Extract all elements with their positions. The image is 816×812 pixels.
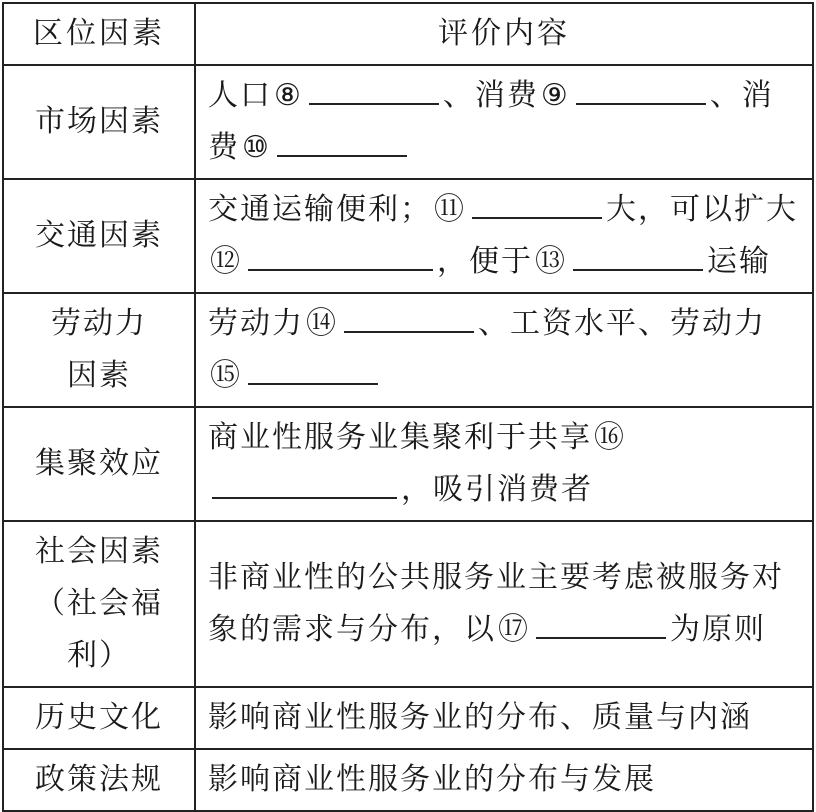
text-segment: 运输 [707,244,771,279]
content-policy [195,749,813,811]
blank-number-17: ⑰ [498,612,530,647]
factor-social [3,521,195,687]
header-factor: 区位因素 [3,3,195,65]
answer-blank-11[interactable] [472,187,602,219]
factor-agglomeration: 集聚效应 [3,407,195,521]
factor-social-line1: 社会因素 [35,534,163,569]
table-header-row [3,3,813,65]
text-segment: ，吸引消费者 [401,472,593,507]
factor-policy: 政策法规 [3,749,195,811]
content-social [195,521,813,687]
text-segment: 影响商业性服务业的分布、质量与内涵 [208,700,752,735]
text-segment: 商业性服务业集聚利于共享 [208,420,592,455]
answer-blank-17[interactable] [536,607,666,639]
text-segment: 交通运输便利； [208,192,432,227]
factor-transport: 交通因素 [3,179,195,293]
table-row-policy [3,749,813,811]
answer-blank-14[interactable] [344,301,474,333]
text-segment: 人口 [208,78,272,113]
blank-number-11: ⑪ [434,192,466,227]
blank-number-8: ⑧ [274,78,303,113]
content-agglomeration [195,407,813,521]
answer-blank-12[interactable] [248,239,433,271]
text-segment: 大，可以扩大 [606,192,798,227]
answer-blank-16[interactable] [212,467,397,499]
header-evaluation: 评价内容 [195,3,813,65]
factor-history: 历史文化 [3,687,195,749]
location-factors-table [2,2,814,812]
answer-blank-9[interactable] [576,73,706,105]
answer-blank-13[interactable] [573,239,703,271]
table-row-labor [3,293,813,407]
content-labor [195,293,813,407]
text-segment: 、消费 [208,78,774,165]
table-row-agglomeration [3,407,813,521]
factor-social-line2: （社会福利） [35,586,163,673]
text-segment: 、消费 [442,78,539,113]
table-row-market [3,65,813,179]
text-segment: ，便于 [437,244,533,279]
blank-number-9: ⑨ [540,78,570,113]
table-row-social [3,521,813,687]
blank-number-15: ⑮ [210,358,242,393]
text-segment: 影响商业性服务业的分布与发展 [208,762,656,797]
blank-number-12: ⑫ [210,244,242,279]
answer-blank-8[interactable] [309,73,439,105]
blank-number-13: ⑬ [535,244,567,279]
content-history [195,687,813,749]
blank-number-16: ⑯ [594,420,626,455]
text-segment: 为原则 [670,612,766,647]
factor-market: 市场因素 [3,65,195,179]
text-segment: 、工资水平、劳动力 [478,306,766,341]
blank-number-14: ⑭ [306,306,338,341]
blank-number-10: ⑩ [242,130,271,165]
answer-blank-15[interactable] [248,353,378,385]
text-segment: 非商业性的公共服务业主要考虑被服务对象的需求与分布，以 [208,560,784,647]
factor-labor-line1: 劳动力 [51,306,147,341]
text-segment: 劳动力 [208,306,304,341]
content-transport [195,179,813,293]
factor-labor [3,293,195,407]
table-row-history [3,687,813,749]
factor-labor-line2: 因素 [67,358,131,393]
answer-blank-10[interactable] [277,125,407,157]
content-market [195,65,813,179]
table-row-transport [3,179,813,293]
